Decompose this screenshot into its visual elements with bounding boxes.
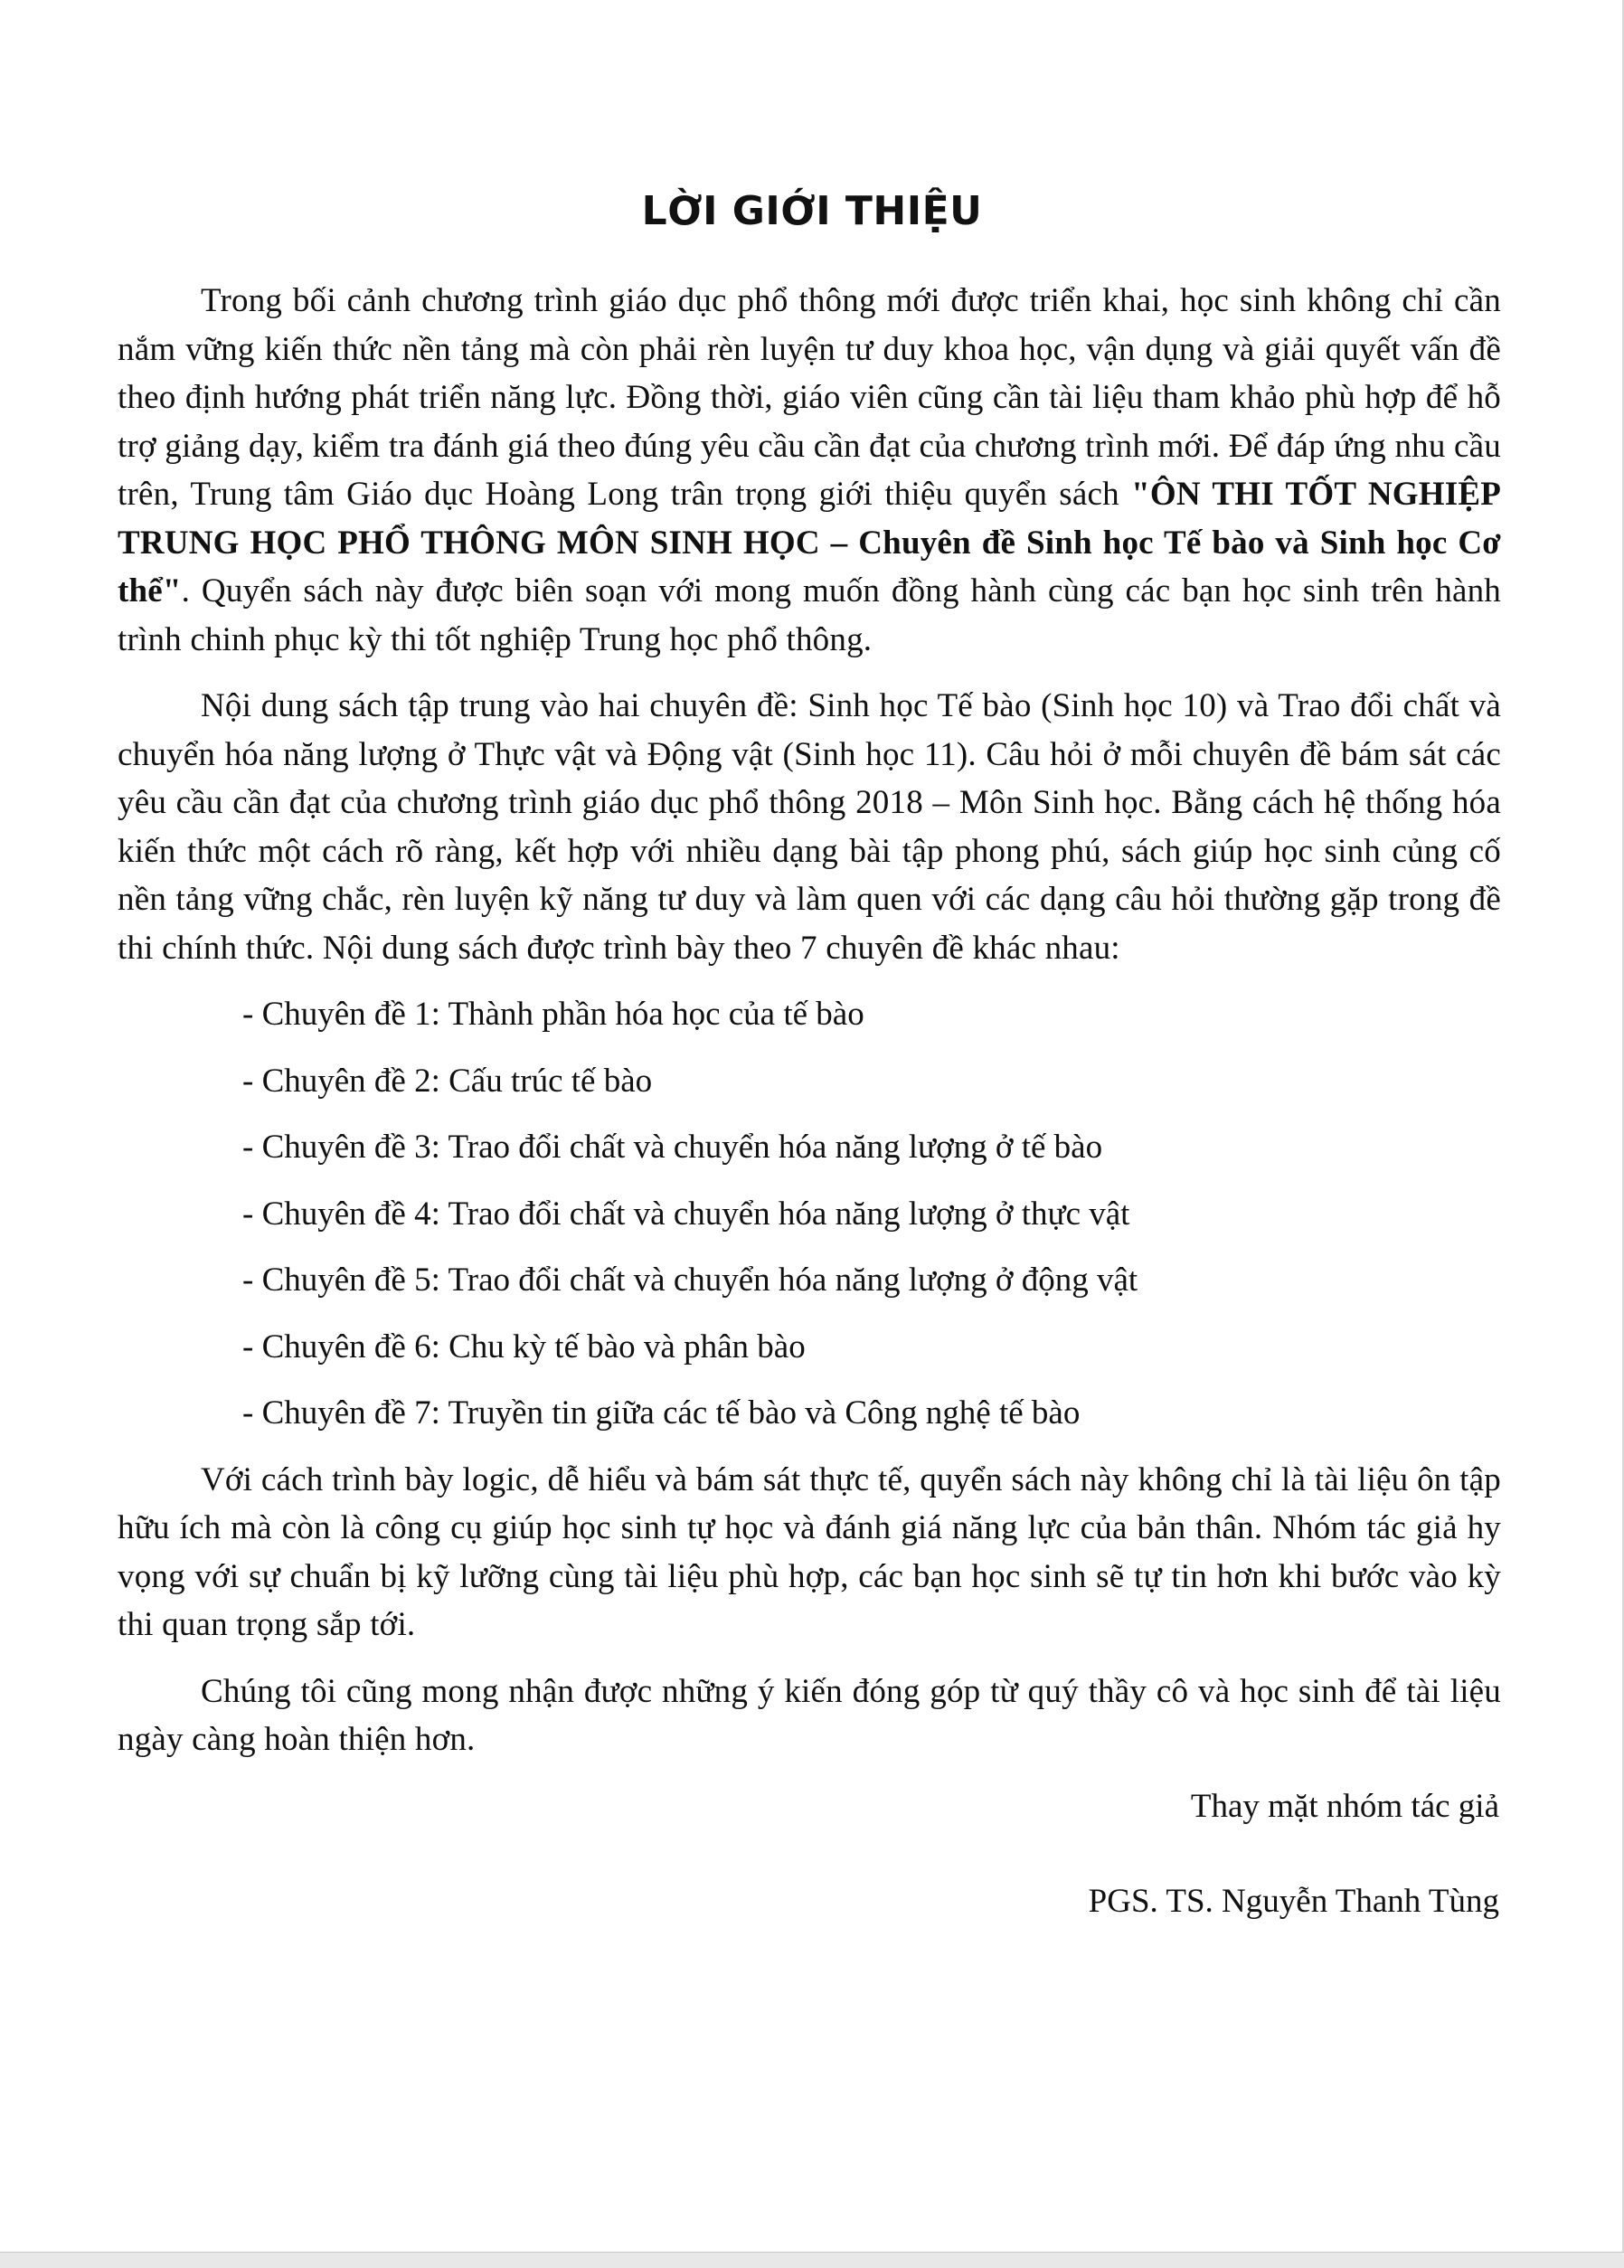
list-item-topic-3: - Chuyên đề 3: Trao đổi chất và chuyển hóa năng lượng ở tế bào bbox=[242, 1129, 1103, 1166]
paragraph-1-text-start: Trong bối cảnh chương trình giáo dục phổ thông mới được triển khai, học sinh không chỉ cần nắm vững kiến thức nền tảng mà còn phải rèn luyện tư duy khoa học, vận dụng và giải quyết vấn đề theo định hướng phát triển năng lực. Đồng thời, giáo viên cũng cần tài liệu tham khảo phù hợp để hỗ trợ giảng dạy, kiểm tra đánh giá theo đúng yêu cầu cần đạt của chương trình mới. Để đáp ứng nhu cầu trên, Trung tâm Giáo dục Hoàng Long trân trọng giới thiệu quyển sách bbox=[118, 282, 1501, 513]
list-item-topic-5: - Chuyên đề 5: Trao đổi chất và chuyển hóa năng lượng ở động vật bbox=[242, 1262, 1138, 1299]
list-item-topic-6: - Chuyên đề 6: Chu kỳ tế bào và phân bào bbox=[242, 1328, 806, 1366]
intro-paragraph-2: Nội dung sách tập trung vào hai chuyên đề: Sinh học Tế bào (Sinh học 10) và Trao đổi chất và chuyển hóa năng lượng ở Thực vật và Động vật (Sinh học 11). Câu hỏi ở mỗi chuyên đề bám sát các yêu cầu cần đạt của chương trình giáo dục phổ thông 2018 – Môn Sinh học. Bằng cách hệ thống hóa kiến thức một cách rõ ràng, kết hợp với nhiều dạng bài tập phong phú, sách giúp học sinh củng cố nền tảng vững chắc, rèn luyện kỹ năng tư duy và làm quen với các dạng câu hỏi thường gặp trong đề thi chính thức. Nội dung sách được trình bày theo 7 chuyên đề khác nhau: bbox=[118, 687, 1501, 967]
intro-paragraph-1 bbox=[118, 277, 1501, 664]
paragraph-1-text-end: . Quyển sách này được biên soạn với mong muốn đồng hành cùng các bạn học sinh trên hành trình chinh phục kỳ thi tốt nghiệp Trung học phổ thông. bbox=[118, 572, 1501, 658]
signature-author: PGS. TS. Nguyễn Thanh Tùng bbox=[1088, 1883, 1499, 1920]
list-item-topic-2: - Chuyên đề 2: Cấu trúc tế bào bbox=[242, 1062, 653, 1100]
intro-paragraph-3: Với cách trình bày logic, dễ hiểu và bám sát thực tế, quyển sách này không chỉ là tài liệu ôn tập hữu ích mà còn là công cụ giúp học sinh tự học và đánh giá năng lực của bản thân. Nhóm tác giả hy vọng với sự chuẩn bị kỹ lưỡng cùng tài liệu phù hợp, các bạn học sinh sẽ tự tin hơn khi bước vào kỳ thi quan trọng sắp tới. bbox=[118, 1460, 1501, 1643]
list-item-topic-1: - Chuyên đề 1: Thành phần hóa học của tế bào bbox=[242, 996, 864, 1033]
document-body bbox=[118, 277, 1501, 1926]
viewer-bottom-edge bbox=[0, 2252, 1624, 2268]
list-item-topic-7: - Chuyên đề 7: Truyền tin giữa các tế bào và Công nghệ tế bào bbox=[242, 1394, 1081, 1432]
list-item-topic-4: - Chuyên đề 4: Trao đổi chất và chuyển hóa năng lượng ở thực vật bbox=[242, 1195, 1130, 1233]
page-title: LỜI GIỚI THIỆU bbox=[641, 188, 983, 234]
signature-role: Thay mặt nhóm tác giả bbox=[1190, 1787, 1499, 1825]
topic-list bbox=[118, 990, 1501, 1438]
intro-paragraph-4: Chúng tôi cũng mong nhận được những ý kiến đóng góp từ quý thầy cô và học sinh để tài liệu ngày càng hoàn thiện hơn. bbox=[118, 1672, 1501, 1758]
book-title: "ÔN THI TỐT NGHIỆP TRUNG HỌC PHỔ THÔNG MÔN SINH HỌC – Chuyên đề Sinh học Tế bào và Sinh học Cơ thể" bbox=[118, 476, 1501, 610]
